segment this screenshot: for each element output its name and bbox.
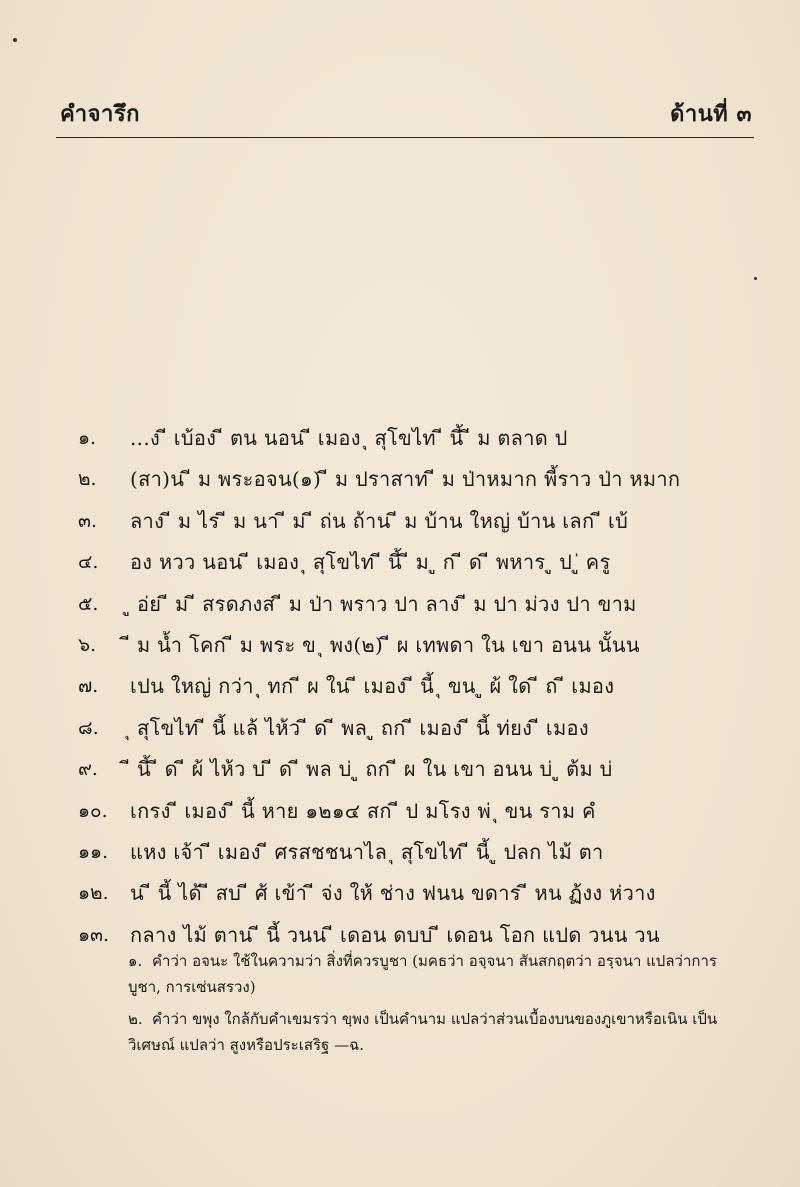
line-number: ๓.: [78, 509, 98, 532]
line-text: อง หวว นอน ี เมอง ุ สุโขไท ี นี้ ี ม ู ก ี ด ี พหาร ู ป ู่ ครู: [130, 550, 611, 575]
line-text: กลาง ไม้ ตาน ี นี้ วนน ี เดอน ดบบ ี เดอน โอก แปด วนน วน: [130, 922, 660, 947]
footnote: [128, 948, 758, 1000]
inscription-line: [78, 752, 778, 793]
inscription-line: [78, 628, 778, 669]
inscription-line: [78, 504, 778, 545]
line-number: ๘.: [78, 716, 99, 739]
line-text: เปน ใหญ่ กว่า ุ ทก ี ผ ใน ี เมอง ี นี้ ุ ขน ู ผ้ ใด ี ถ ี เมอง: [130, 674, 615, 699]
line-text: ู อ่ย ี ม ี สรดภงส ี ม ป่า พราว ปา ลาง ี ม ปา ม่วง ปา ขาม: [130, 591, 637, 616]
header-title: คำจารึก: [60, 101, 140, 127]
line-number: ๗.: [78, 675, 99, 698]
line-text: ุ สุโขไท ี นี้ แล้ ไห้ว ี ด ี พล ู ถก ี เมอง ี นี้ ท่ยง ี เมอง: [130, 715, 589, 740]
inscription-line: [78, 545, 778, 586]
line-number: ๔.: [78, 551, 99, 574]
inscription-line: [78, 835, 778, 876]
line-number: ๙.: [78, 758, 98, 781]
line-text: ...ง ี เบ้อง ี ตน นอน ี เมอง ุ สุโขไท ี นี้ ี ม ตลาด ป: [130, 426, 568, 450]
header-rule: [56, 137, 754, 138]
line-number: ๑๐.: [78, 799, 108, 822]
inscription-line: [78, 587, 778, 628]
page-header: [58, 96, 752, 130]
line-text: ี นี้ ี ด ี ผ้ ไห้ว บ่ ี ด ี พล บ่ ู ถก ี ผ ใน เขา อนน บ่ ู ต้ม บ่: [130, 757, 613, 782]
line-text: แหง เจ้า ี เมอง ี ศรสชชนาไล ุ สุโขไท ี นี้ ู ปลก ไม้ ตา: [130, 839, 604, 864]
inscription-line: [78, 876, 778, 917]
footnote-number: ๒.: [128, 1010, 143, 1028]
line-text: (สา)น ี ม พระอจน(๑) ี ม ปราสาท ี ม ป่าหมาก พี้ราว ป่า หมาก: [130, 467, 681, 492]
inscription-lines: [78, 421, 778, 959]
line-number: ๕.: [78, 592, 99, 615]
line-number: ๑.: [78, 427, 97, 449]
footnote-continuation: บูชา, การเซ่นสรวง): [128, 978, 256, 996]
footnote-number: ๑.: [128, 952, 143, 970]
inscription-line: [78, 421, 778, 462]
line-number: ๒.: [78, 468, 97, 491]
line-number: ๑๒.: [78, 882, 109, 905]
inscription-line: [78, 462, 778, 503]
footnote-text: คำว่า ขพุง ใกล้กับคำเขมรว่า ขฺพง เป็นคำนาม แปลว่าส่วนเบื้องบนของภูเขาหรือเนิน เป็น: [152, 1010, 718, 1028]
footnote-text: คำว่า อจนะ ใช้ในความว่า สิ่งที่ควรบูชา (มคธว่า อจฺจนา สันสกฤตว่า อรฺจนา แปลว่าการ: [152, 952, 717, 970]
line-number: ๖.: [78, 633, 97, 656]
footnotes: [128, 948, 758, 1064]
ink-speck: [754, 277, 757, 280]
line-text: ลาง ี ม ไร่ ี ม นา ี ม ี ถ่น ถ้าน ี ม บ้าน ใหญ่ บ้าน เลก ี เบ้: [130, 508, 629, 533]
inscription-line: [78, 669, 778, 710]
line-number: ๑๑.: [78, 840, 109, 863]
side-indicator: ด้านที่ ๓: [670, 101, 752, 127]
ink-speck: [13, 38, 17, 42]
inscription-line: [78, 794, 778, 835]
footnote-continuation: วิเศษณ์ แปลว่า สูงหรือประเสริฐ —ฉ.: [128, 1036, 365, 1054]
line-text: ี ม น้ำ โคก ี ม พระ ข ุ พง(๒) ี ผ เทพดา ใน เขา อนน นั้นน: [130, 632, 640, 657]
footnote: [128, 1006, 758, 1058]
line-text: เกรง ี เมอง ี นี้ หาย ๑๒๑๔ สก ี ป มโรง พ่ ุ ขน ราม คํ: [130, 798, 596, 823]
inscription-line: [78, 711, 778, 752]
line-number: ๑๓.: [78, 923, 110, 946]
line-text: น ี นี้ ได้ ี สบ ี ศ้ เข้า ี จ่ง ให้ ช่าง ฟนน ขดาร ี หน ฏ้งง ห่วาง: [130, 881, 656, 906]
